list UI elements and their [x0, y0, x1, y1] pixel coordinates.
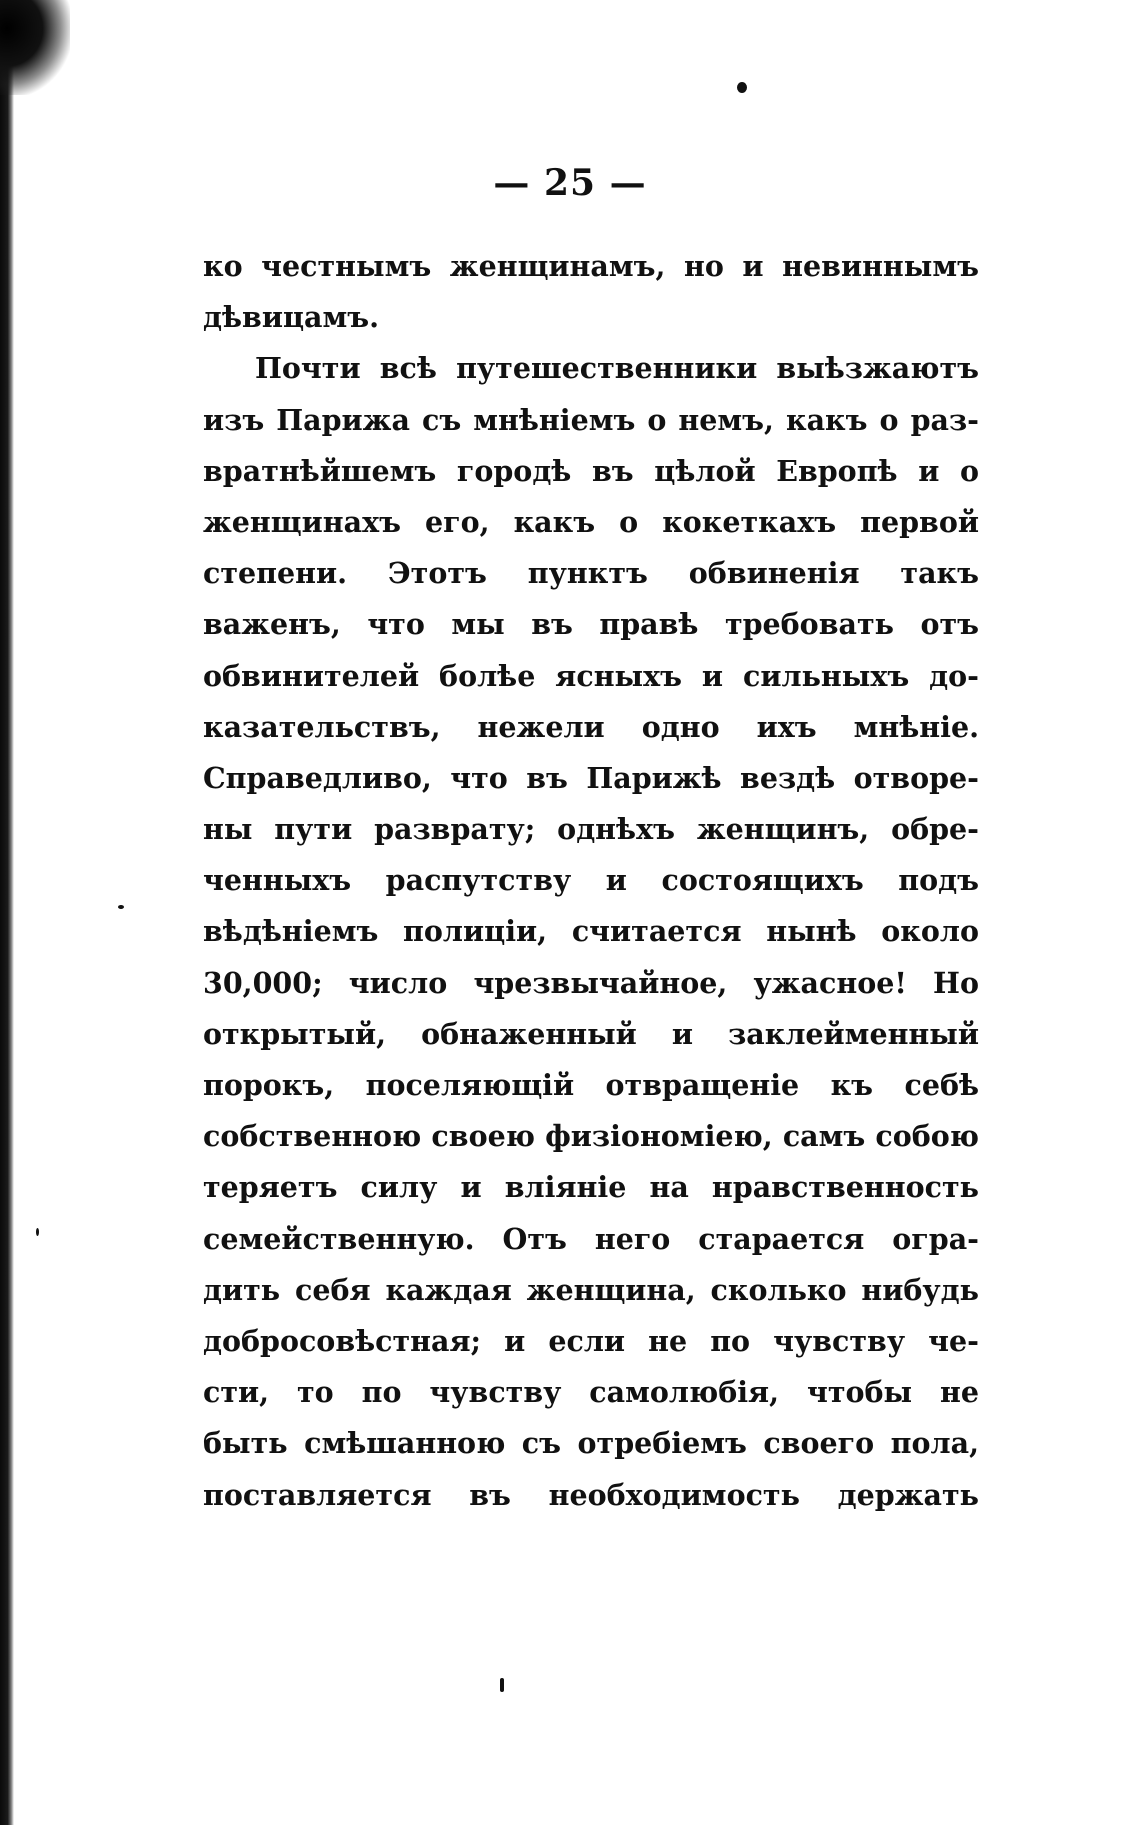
ink-speck	[500, 1678, 504, 1692]
text-line: добросовѣстная; и если не по чувству че-	[203, 1323, 979, 1358]
text-line: дѣвицамъ.	[203, 300, 380, 335]
page-number: — 25 —	[493, 162, 647, 204]
text-line: обвинителей болѣе ясныхъ и сильныхъ до-	[203, 658, 979, 693]
text-line: ко честнымъ женщинамъ, но и невиннымъ	[203, 249, 979, 283]
text-line: важенъ, что мы въ правѣ требовать отъ	[203, 607, 979, 642]
text-line: степени. Этотъ пунктъ обвиненія такъ	[203, 556, 979, 591]
text-line: Справедливо, что въ Парижѣ вездѣ отворе-	[203, 760, 979, 795]
text-line: ченныхъ распутству и состоящихъ подъ	[203, 863, 979, 898]
text-line: ны пути разврату; однѣхъ женщинъ, обре-	[203, 812, 979, 847]
text-line: быть смѣшанною съ отребіемъ своего пола,	[203, 1426, 979, 1461]
text-line: собственною своею физіономіею, самъ собою	[203, 1119, 979, 1154]
text-line: Почти всѣ путешественники выѣзжаютъ	[255, 351, 979, 386]
text-line: теряетъ силу и вліяніе на нравственность	[203, 1170, 979, 1205]
binding-blot	[0, 0, 70, 95]
binding-edge	[0, 0, 14, 1825]
text-line: порокъ, поселяющій отвращеніе къ себѣ	[203, 1068, 979, 1102]
text-line: казательствъ, нежели одно ихъ мнѣніе.	[203, 709, 979, 744]
page-body-text	[203, 241, 979, 1521]
ink-speck	[118, 905, 124, 909]
text-line: женщинахъ его, какъ о кокеткахъ первой	[203, 504, 979, 539]
text-line: вратнѣйшемъ городѣ въ цѣлой Европѣ и о	[203, 453, 979, 488]
text-line: сти, то по чувству самолюбія, чтобы не	[203, 1375, 979, 1410]
text-line: дить себя каждая женщина, сколько нибудь	[203, 1272, 979, 1307]
text-line: изъ Парижа съ мнѣніемъ о немъ, какъ о раз-	[203, 402, 979, 437]
text-line: вѣдѣніемъ полиціи, считается нынѣ около	[203, 914, 979, 949]
ink-speck	[36, 1228, 39, 1236]
text-line: 30,000; число чрезвычайное, ужасное! Но	[203, 965, 979, 1000]
text-line: поставляется въ необходимость держать	[203, 1477, 979, 1512]
text-line: открытый, обнаженный и заклейменный	[203, 1016, 979, 1051]
ink-speck	[737, 82, 747, 93]
text-line: семейственную. Отъ него старается огра-	[203, 1221, 979, 1256]
